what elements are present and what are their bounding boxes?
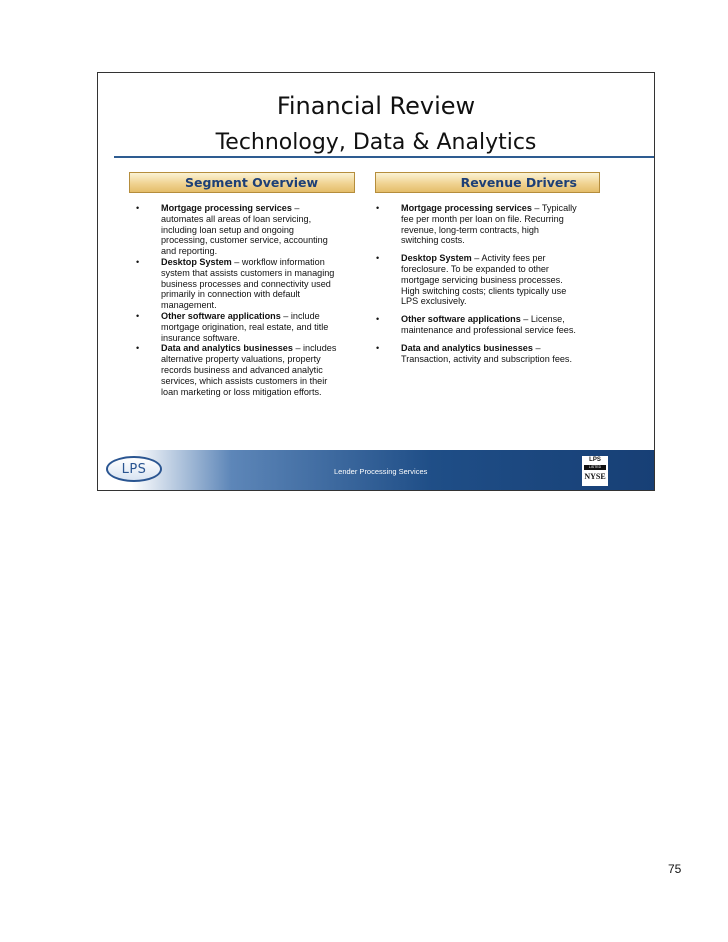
segment-overview-label: Segment Overview	[185, 175, 319, 190]
bullet-marker: •	[136, 256, 140, 267]
revenue-drivers-list	[376, 203, 602, 364]
bullet-item-text: fee per month per loan on file. Recurring	[401, 213, 564, 224]
bullet-item-text: automates all areas of loan servicing,	[161, 213, 312, 224]
bullet-item-text: loan marketing or loss mitigation efforts.	[161, 386, 322, 397]
slide	[97, 72, 655, 491]
bullet-item-text: processing, customer service, accounting	[161, 235, 328, 246]
bullet-item-text: alternative property valuations, property	[161, 354, 321, 365]
bullet-marker: •	[136, 343, 140, 354]
bullet-item-text: –	[291, 203, 300, 213]
revenue-drivers-header	[375, 172, 600, 193]
bullet-item	[376, 203, 602, 246]
bullet-marker: •	[136, 203, 140, 213]
bullet-item-title: Other software applications	[401, 314, 521, 325]
lps-logo-text: LPS	[121, 462, 147, 477]
bullet-item-text: – Typically	[531, 203, 577, 213]
segment-overview-header	[129, 172, 355, 193]
bullet-item	[136, 343, 360, 397]
nyse-ticker: LPS	[589, 457, 601, 463]
nyse-name: NYSE	[584, 472, 606, 481]
bullet-item-text: revenue, long-term contracts, high	[401, 224, 539, 235]
bullet-item-text: records business and advanced analytic	[161, 364, 323, 375]
bullet-item	[376, 314, 602, 336]
bullet-item-title: Other software applications	[161, 310, 281, 321]
bullet-item-text: – Activity fees per	[471, 253, 546, 264]
slide-title: Financial Review	[276, 92, 476, 120]
bullet-item-title: Mortgage processing services	[161, 203, 292, 213]
bullet-item	[376, 343, 602, 365]
bullet-item-text: –	[532, 342, 541, 353]
nyse-listed-label: LISTED	[584, 465, 606, 470]
bullet-item-text: High switching costs; clients typically use	[401, 285, 567, 296]
page-number: 75	[668, 862, 682, 876]
bullet-item-text: business processes and connectivity used	[161, 278, 331, 289]
bullet-item-title: Data and analytics businesses	[161, 343, 293, 354]
bullet-item-text: LPS exclusively.	[401, 296, 467, 307]
bullet-item-text: and reporting.	[161, 246, 218, 257]
bullet-marker: •	[136, 310, 140, 321]
bullet-marker: •	[376, 253, 380, 264]
bullet-item-text: foreclosure. To be expanded to other	[401, 263, 549, 274]
bullet-item-text: system that assists customers in managing	[161, 267, 335, 278]
bullet-item	[136, 203, 360, 257]
bullet-marker: •	[376, 314, 380, 325]
bullet-item	[376, 253, 602, 307]
bullet-marker: •	[376, 342, 380, 353]
bullet-item	[136, 311, 360, 343]
bullet-item-title: Desktop System	[401, 253, 472, 264]
bullet-item-text: – includes	[292, 343, 337, 354]
bullet-item-text: services, which assists customers in their	[161, 375, 328, 386]
bullet-item-text: management.	[161, 300, 217, 311]
segment-overview-list	[136, 203, 360, 397]
nyse-listed-badge	[582, 456, 608, 486]
bullet-item-text: – License,	[520, 314, 565, 325]
bullet-item-text: insurance software.	[161, 332, 240, 343]
bullet-item-title: Data and analytics businesses	[401, 342, 533, 353]
bullet-marker: •	[376, 203, 380, 213]
bullet-item-text: mortgage origination, real estate, and title	[161, 321, 329, 332]
slide-subtitle: Technology, Data & Analytics	[215, 130, 537, 155]
bullet-item-title: Desktop System	[161, 256, 232, 267]
company-name: Lender Processing Services	[334, 467, 428, 476]
bullet-item-text: – workflow information	[231, 256, 325, 267]
revenue-drivers-label: Revenue Drivers	[460, 175, 577, 190]
bullet-item-text: mortgage servicing business processes.	[401, 274, 563, 285]
bullet-item-text: switching costs.	[401, 235, 465, 246]
bullet-item-title: Mortgage processing services	[401, 203, 532, 213]
slide-footer	[98, 450, 654, 490]
title-divider	[114, 156, 654, 158]
bullet-item-text: maintenance and professional service fees.	[401, 324, 576, 335]
lps-logo	[106, 456, 162, 482]
bullet-item-text: primarily in connection with default	[161, 289, 300, 300]
bullet-item-text: Transaction, activity and subscription fees.	[401, 353, 573, 364]
bullet-item-text: including loan setup and ongoing	[161, 224, 294, 235]
bullet-item	[136, 257, 360, 311]
bullet-item-text: – include	[280, 310, 320, 321]
